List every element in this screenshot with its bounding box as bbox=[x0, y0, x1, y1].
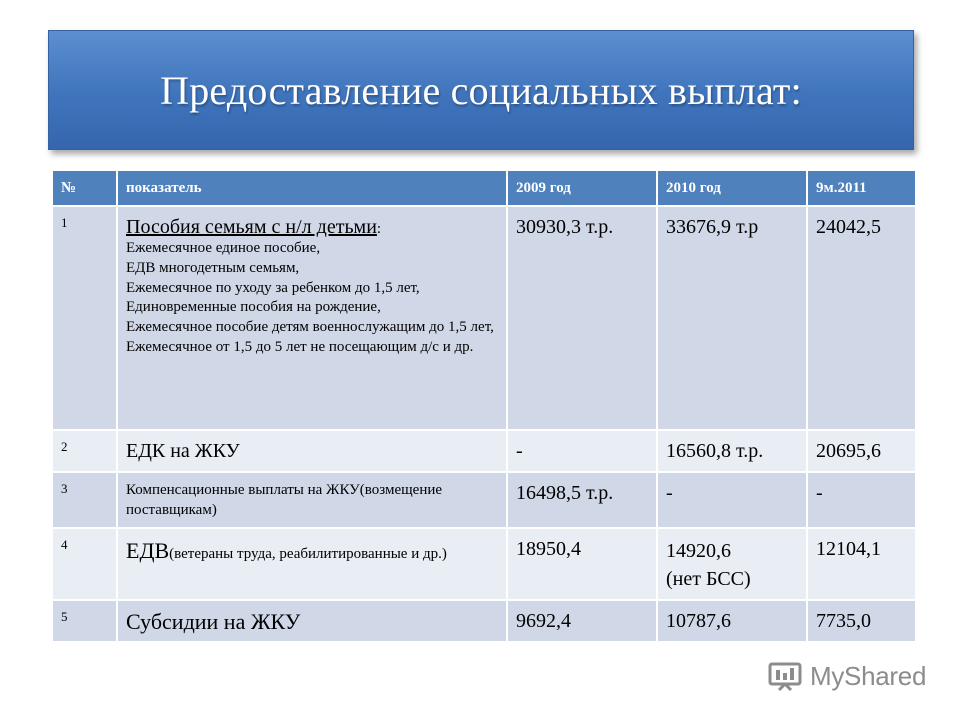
header-indicator: показатель bbox=[117, 171, 507, 206]
watermark-logo bbox=[768, 656, 926, 696]
value-2010: 33676,9 т.р bbox=[657, 206, 807, 430]
value-2010: - bbox=[657, 472, 807, 528]
table-row bbox=[53, 206, 915, 430]
header-9m2011: 9м.2011 bbox=[807, 171, 915, 206]
detail-line: Ежемесячное единое пособие, bbox=[126, 240, 321, 256]
value-2009: 30930,3 т.р. bbox=[507, 206, 657, 430]
value-2010: 10787,6 bbox=[657, 600, 807, 642]
detail-line: Ежемесячное по уходу за ребенком до 1,5 лет, bbox=[126, 279, 420, 296]
value-2009: 18950,4 bbox=[507, 528, 657, 600]
row-indicator-suffix: : bbox=[376, 221, 382, 237]
row-indicator: ЕДК на ЖКУ bbox=[117, 430, 507, 472]
value-9m2011: 24042,5 bbox=[807, 206, 915, 430]
row-indicator bbox=[117, 528, 507, 600]
value-2010-line2: (нет БСС) bbox=[666, 568, 751, 590]
row-indicator-details bbox=[126, 239, 498, 358]
value-2010 bbox=[657, 528, 807, 600]
table-header-row bbox=[53, 171, 915, 206]
payments-table bbox=[53, 171, 915, 643]
table-row bbox=[53, 472, 915, 528]
detail-line: Ежемесячное пособие детям военнослужащим до 1,5 лет, bbox=[126, 319, 494, 336]
row-number: 2 bbox=[53, 430, 117, 472]
row-number: 5 bbox=[53, 600, 117, 642]
value-2009: - bbox=[507, 430, 657, 472]
value-2009: 16498,5 т.р. bbox=[507, 472, 657, 528]
slide-title: Предоставление социальных выплат: bbox=[160, 67, 802, 113]
value-9m2011: 20695,6 bbox=[807, 430, 915, 472]
table-row bbox=[53, 430, 915, 472]
value-9m2011: 7735,0 bbox=[807, 600, 915, 642]
row-number: 1 bbox=[53, 206, 117, 430]
row-indicator-main: ЕДВ bbox=[126, 538, 170, 563]
row-indicator: Субсидии на ЖКУ bbox=[117, 600, 507, 642]
row-indicator-note: (ветераны труда, реабилитированные и др.) bbox=[169, 546, 447, 562]
table-row bbox=[53, 600, 915, 642]
detail-line: ЕДВ многодетным семьям, bbox=[126, 259, 300, 276]
presentation-screen-icon bbox=[768, 661, 802, 691]
value-9m2011: - bbox=[807, 472, 915, 528]
header-2009: 2009 год bbox=[507, 171, 657, 206]
value-9m2011: 12104,1 bbox=[807, 528, 915, 600]
row-indicator-main: Пособия семьям с н/л детьми bbox=[126, 216, 377, 238]
value-2010-line1: 14920,6 bbox=[666, 540, 731, 562]
detail-line: Единовременные пособия на рождение, bbox=[126, 299, 381, 316]
header-number: № bbox=[53, 171, 117, 206]
row-indicator bbox=[117, 206, 507, 430]
header-2010: 2010 год bbox=[657, 171, 807, 206]
watermark-text: MyShared bbox=[810, 660, 927, 691]
row-indicator: Компенсационные выплаты на ЖКУ(возмещение поставщикам) bbox=[117, 472, 507, 528]
value-2009: 9692,4 bbox=[507, 600, 657, 642]
title-banner bbox=[48, 30, 914, 150]
value-2010: 16560,8 т.р. bbox=[657, 430, 807, 472]
table-row bbox=[53, 528, 915, 600]
detail-line: Ежемесячное от 1,5 до 5 лет не посещающим д/с и др. bbox=[126, 338, 474, 355]
row-number: 4 bbox=[53, 528, 117, 600]
row-number: 3 bbox=[53, 472, 117, 528]
